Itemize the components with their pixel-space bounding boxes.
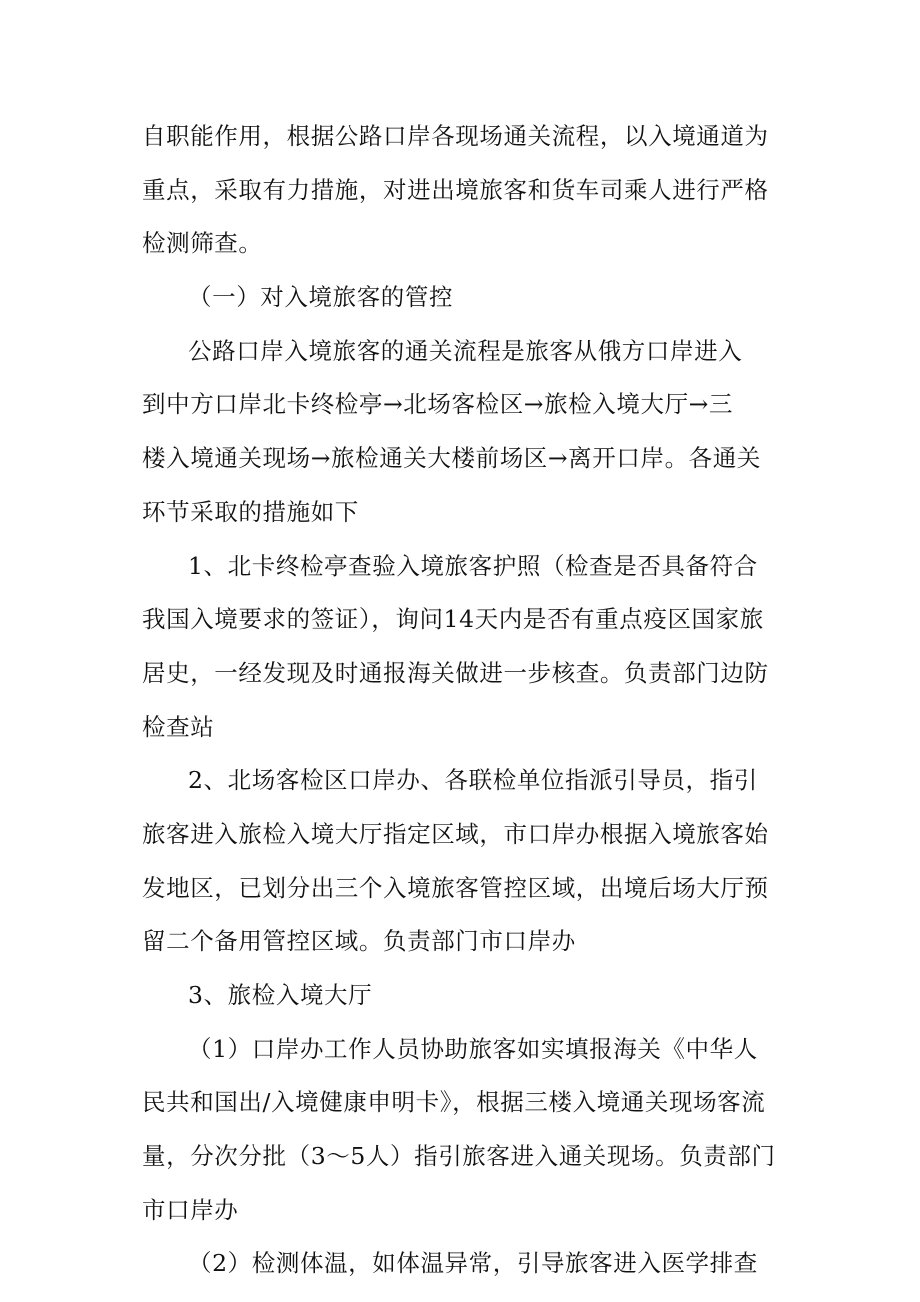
paragraph-line: 重点，采取有力措施，对进出境旅客和货车司乘人进行严格 xyxy=(142,175,769,204)
paragraph-line: 市口岸办 xyxy=(142,1195,239,1224)
paragraph-line: 我国入境要求的签证），询问14天内是否有重点疫区国家旅 xyxy=(142,605,764,634)
paragraph-line: 发地区，已划分出三个入境旅客管控区域，出境后场大厅预 xyxy=(142,873,769,902)
section-heading: （一）对入境旅客的管控 xyxy=(188,283,454,312)
paragraph-line: 楼入境通关现场→旅检通关大楼前场区→离开口岸。各通关 xyxy=(142,444,761,473)
sub-item-heading: （2）检测体温，如体温异常，引导旅客进入医学排查 xyxy=(188,1249,758,1278)
paragraph-line: 民共和国出/入境健康申明卡》，根据三楼入境通关现场客流 xyxy=(142,1088,766,1117)
paragraph-line: 居史，一经发现及时通报海关做进一步核查。负责部门边防 xyxy=(142,658,769,687)
paragraph-line: 留二个备用管控区域。负责部门市口岸办 xyxy=(142,927,576,956)
paragraph-line: 自职能作用，根据公路口岸各现场通关流程，以入境通道为 xyxy=(142,122,769,150)
paragraph-line: 旅客进入旅检入境大厅指定区域，市口岸办根据入境旅客始 xyxy=(142,819,769,848)
list-item-heading: 3、旅检入境大厅 xyxy=(188,981,373,1009)
list-item-heading: 2、北场客检区口岸办、各联检单位指派引导员，指引 xyxy=(188,766,758,795)
paragraph-line: 量，分次分批（3～5人）指引旅客进入通关现场。负责部门 xyxy=(142,1142,776,1171)
paragraph-line: 到中方口岸北卡终检亭→北场客检区→旅检入境大厅→三 xyxy=(142,390,734,419)
paragraph-line: 环节采取的措施如下 xyxy=(142,497,359,526)
sub-item-heading: （1）口岸办工作人员协助旅客如实填报海关《中华人 xyxy=(188,1034,758,1063)
document-body xyxy=(142,118,792,1299)
paragraph-line: 公路口岸入境旅客的通关流程是旅客从俄方口岸进入 xyxy=(188,336,743,365)
paragraph-line: 检查站 xyxy=(142,712,215,741)
paragraph-line: 检测筛查。 xyxy=(142,229,263,258)
list-item-heading: 1、北卡终检亭查验入境旅客护照（检查是否具备符合 xyxy=(188,551,758,580)
